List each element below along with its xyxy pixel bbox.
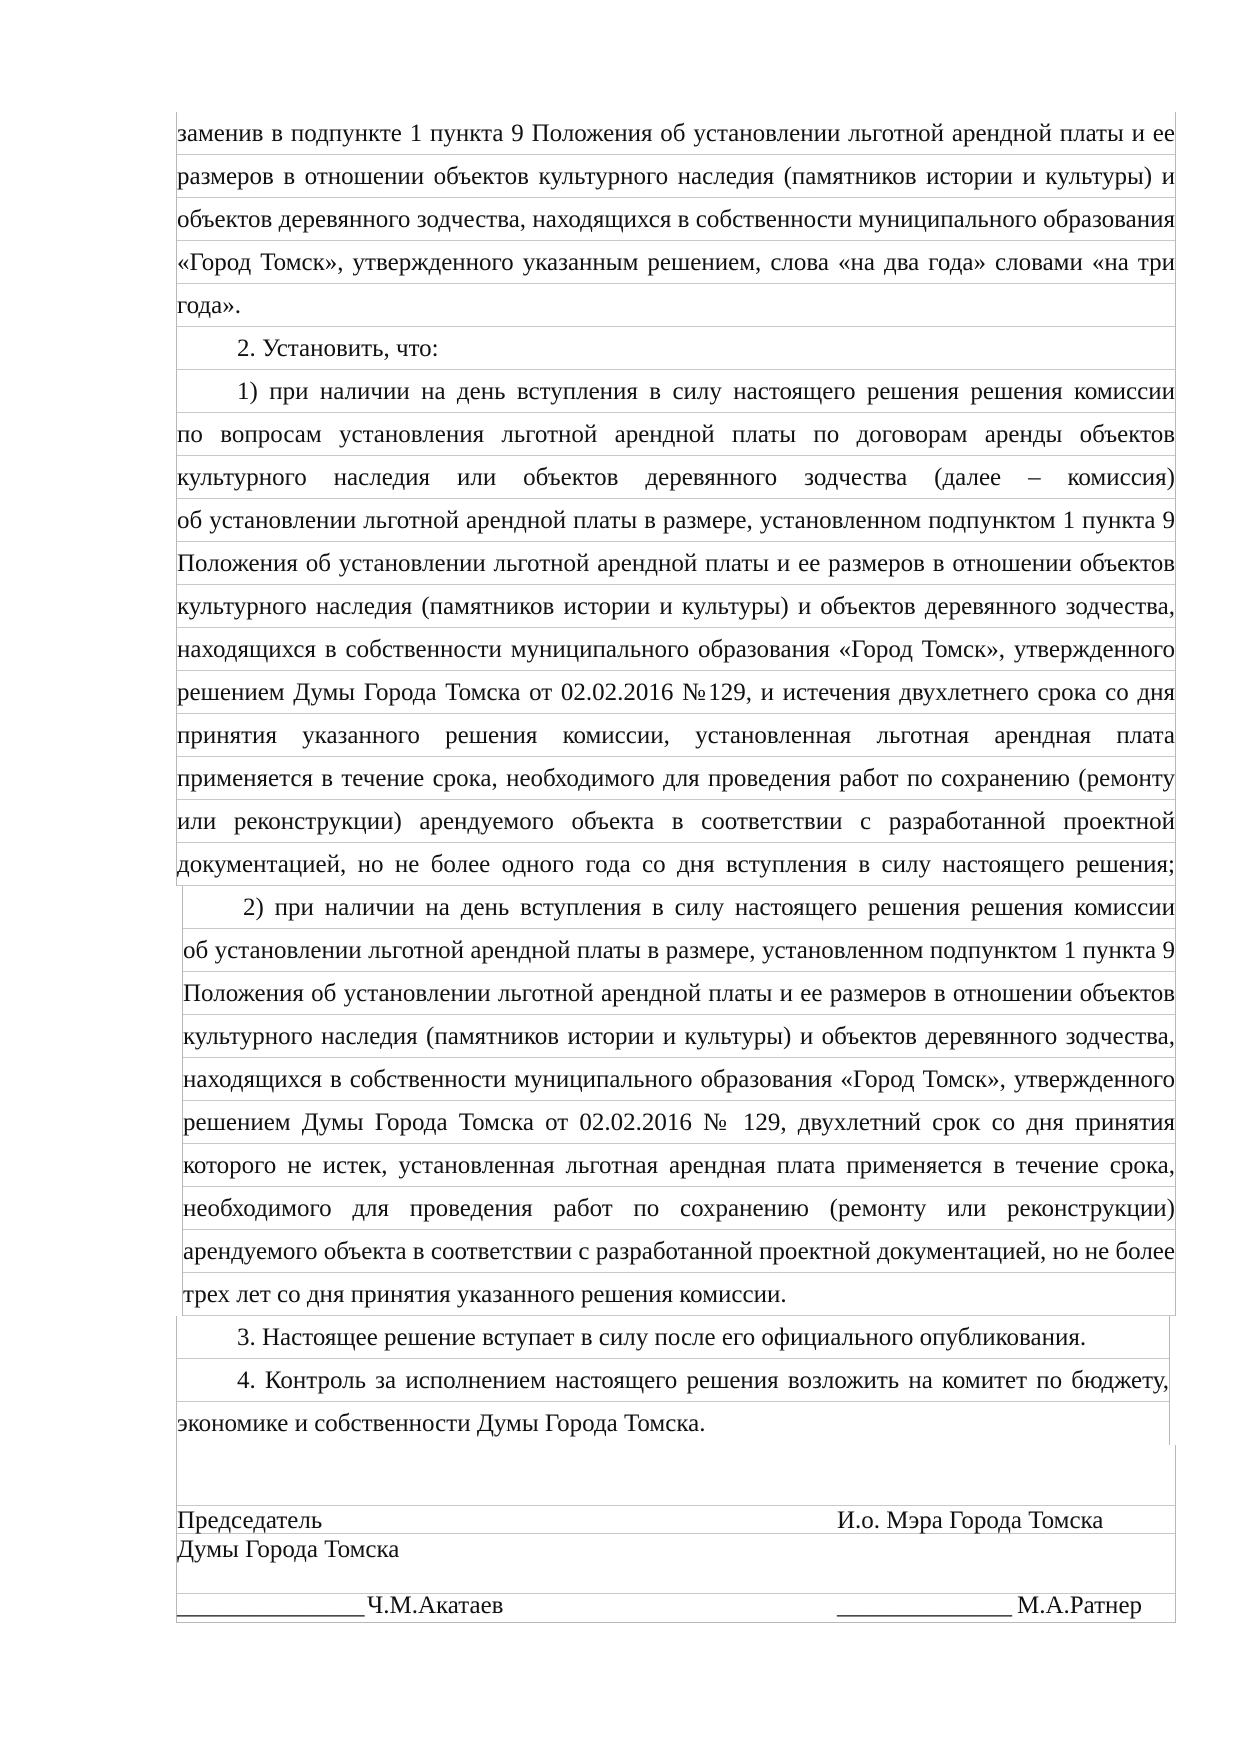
text-line: «Город Томск», утвержденного указанным решением, слова «на два года» словами «на три [177, 241, 1175, 284]
text-block-2 [182, 886, 1176, 1316]
text-line: арендуемого объекта в соответствии с разработанной проектной документацией, но не более [183, 1230, 1175, 1273]
text-line: 2. Установить, что: [177, 327, 1175, 370]
text-line: 1) при наличии на день вступления в силу настоящего решения решения комиссии [177, 370, 1175, 413]
text-line: 2) при наличии на день вступления в силу настоящего решения решения комиссии [183, 886, 1175, 929]
text-line: года». [177, 284, 1175, 327]
text-block-3 [176, 1316, 1170, 1445]
text-line: применяется в течение срока, необходимого для проведения работ по сохранению (ремонту [177, 757, 1175, 800]
chairman-signature-line: _______________ [177, 1592, 365, 1619]
text-line: размеров в отношении объектов культурного наследия (памятников истории и культуры) и [177, 155, 1175, 198]
text-line: находящихся в собственности муниципального образования «Город Томск», утвержденного [177, 628, 1175, 671]
text-line: объектов деревянного зодчества, находящихся в собственности муниципального образования [177, 198, 1175, 241]
text-line: заменив в подпункте 1 пункта 9 Положения об установлении льготной арендной платы и ее [177, 112, 1175, 155]
text-line: 3. Настоящее решение вступает в силу после его официального опубликования. [177, 1316, 1169, 1359]
text-line: находящихся в собственности муниципального образования «Город Томск», утвержденного [183, 1058, 1175, 1101]
text-line: трех лет со дня принятия указанного решения комиссии. [183, 1273, 1175, 1316]
text-line: культурного наследия или объектов деревянного зодчества (далее – комиссия) [177, 456, 1175, 499]
text-line: экономике и собственности Думы Города Томска. [177, 1410, 706, 1437]
chairman-name: Ч.М.Акатаев [367, 1592, 504, 1619]
text-line: культурного наследия (памятников истории и культуры) и объектов деревянного зодчества, [177, 585, 1175, 628]
text-line: Положения об установлении льготной арендной платы и ее размеров в отношении объектов [183, 972, 1175, 1015]
text-line: Положения об установлении льготной арендной платы и ее размеров в отношении объектов [177, 542, 1175, 585]
text-line: решением Думы Города Томска от 02.02.2016 № 129, двухлетний срок со дня принятия [183, 1101, 1175, 1144]
text-line: принятия указанного решения комиссии, установленная льготная арендная плата [177, 714, 1175, 757]
mayor-name: М.А.Ратнер [1017, 1592, 1143, 1619]
text-line: необходимого для проведения работ по сохранению (ремонту или реконструкции) [183, 1187, 1175, 1230]
chairman-title: Председатель [177, 1507, 323, 1534]
text-line: или реконструкции) арендуемого объекта в соответствии с разработанной проектной [177, 800, 1175, 843]
signature-block [176, 1445, 1176, 1623]
mayor-title: И.о. Мэра Города Томска [837, 1507, 1104, 1534]
text-line: решением Думы Города Томска от 02.02.2016 №129, и истечения двухлетнего срока со дня [177, 671, 1175, 714]
text-line: об установлении льготной арендной платы в размере, установленном подпунктом 1 пункта 9 [183, 929, 1175, 972]
mayor-signature-line: ______________ [837, 1592, 1012, 1619]
text-line: по вопросам установления льготной арендной платы по договорам аренды объектов [177, 413, 1175, 456]
text-line: об установлении льготной арендной платы в размере, установленном подпунктом 1 пункта 9 [177, 499, 1175, 542]
text-line: культурного наследия (памятников истории и культуры) и объектов деревянного зодчества, [183, 1015, 1175, 1058]
text-line: 4. Контроль за исполнением настоящего решения возложить на комитет по бюджету, [177, 1359, 1169, 1402]
text-block-1 [176, 112, 1176, 886]
text-line: которого не истек, установленная льготная арендная плата применяется в течение срока, [183, 1144, 1175, 1187]
chairman-title-continued: Думы Города Томска [177, 1536, 400, 1563]
text-line: документацией, но не более одного года со дня вступления в силу настоящего решения; [177, 843, 1175, 886]
